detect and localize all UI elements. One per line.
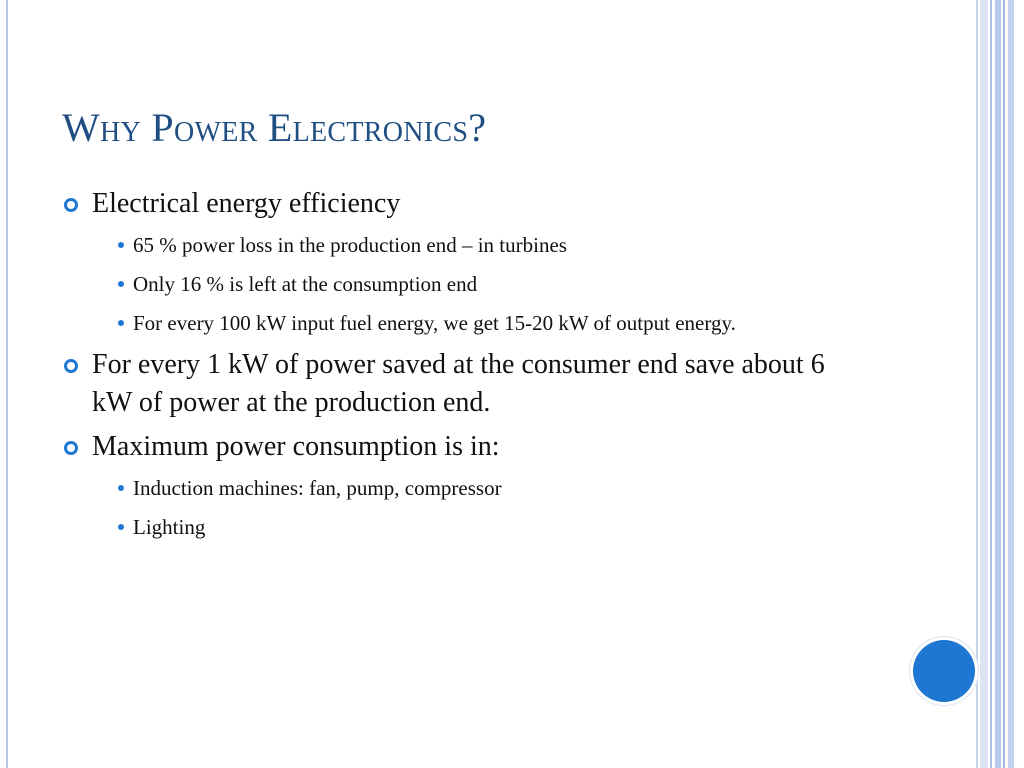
sub-bullet-text: Only 16 % is left at the consumption end — [133, 272, 478, 296]
stripe — [980, 0, 988, 768]
bullet-item — [62, 185, 862, 339]
bullet-text: Maximum power consumption is in: — [92, 431, 500, 462]
bullet-text: Electrical energy efficiency — [92, 188, 401, 219]
sub-bullet-item — [92, 511, 862, 543]
sub-bullet-item — [92, 229, 862, 261]
sub-bullet-text: Induction machines: fan, pump, compressor — [133, 476, 502, 500]
left-frame-line — [6, 0, 8, 768]
right-decorative-stripes — [976, 0, 1024, 768]
stripe — [1003, 0, 1005, 768]
stripe — [990, 0, 992, 768]
stripe — [976, 0, 978, 768]
bullet-text: For every 1 kW of power saved at the consumer end save about 6 kW of power at the production end. — [92, 349, 825, 418]
stripe — [1016, 0, 1024, 768]
bullet-item — [62, 346, 862, 422]
dot-bullet-icon — [118, 524, 124, 530]
dot-bullet-icon — [118, 320, 124, 326]
sub-bullet-text: Lighting — [133, 515, 206, 539]
slide-content — [62, 185, 862, 550]
dot-bullet-icon — [118, 281, 124, 287]
dot-bullet-icon — [118, 485, 124, 491]
ring-bullet-icon — [64, 198, 78, 212]
ring-bullet-icon — [64, 359, 78, 373]
bullet-item — [62, 428, 862, 543]
ring-bullet-icon — [64, 441, 78, 455]
sub-bullet-item — [92, 268, 862, 300]
sub-bullet-text: For every 100 kW input fuel energy, we get 15-20 kW of output energy. — [133, 311, 736, 335]
sub-bullet-text: 65 % power loss in the production end – in turbines — [133, 233, 567, 257]
stripe — [1008, 0, 1014, 768]
sub-bullet-list — [92, 229, 862, 339]
dot-bullet-icon — [118, 242, 124, 248]
slide-title: Why Power Electronics? — [62, 105, 487, 150]
sub-bullet-item — [92, 307, 862, 339]
stripe — [995, 0, 1001, 768]
sub-bullet-item — [92, 472, 862, 504]
decorative-circle — [913, 640, 975, 702]
sub-bullet-list — [92, 472, 862, 543]
